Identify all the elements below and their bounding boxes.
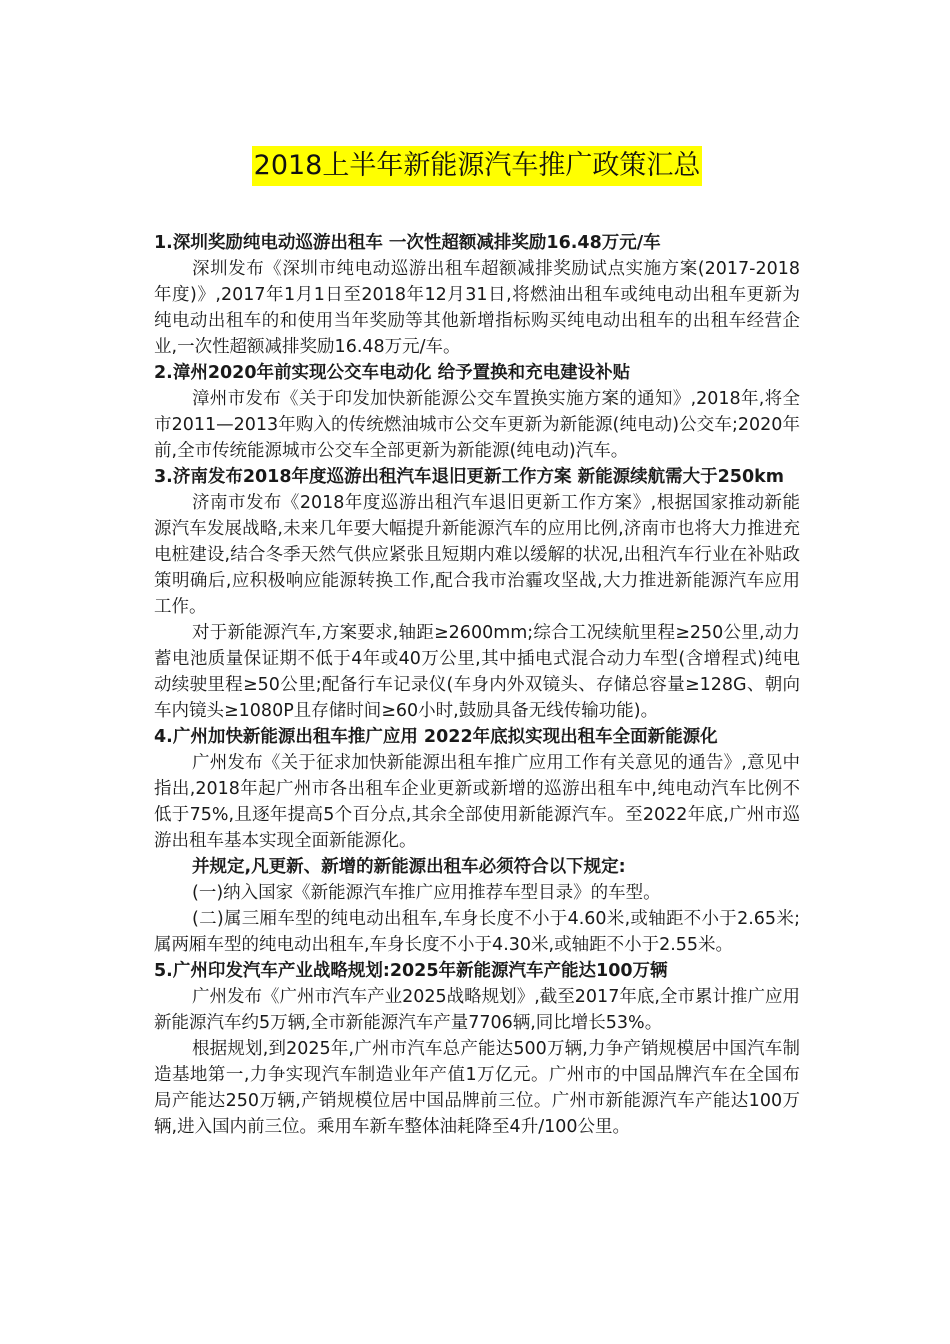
title-wrapper bbox=[154, 128, 800, 204]
section-paragraph-bold: 并规定,凡更新、新增的新能源出租车必须符合以下规定: bbox=[192, 857, 626, 878]
section-4 bbox=[154, 724, 800, 958]
section-5 bbox=[154, 958, 800, 1140]
section-paragraph: 根据规划,到2025年,广州市汽车总产能达500万辆,力争产销规模居中国汽车制造基地第一,力争实现汽车制造业年产值1万亿元。广州市的中国品牌汽车在全国布局产能达250万辆,产销规模位居中国品牌前三位。广州市新能源汽车产能达100万辆,进入国内前三位。乘用车新车整体油耗降至4升/100公里。 bbox=[154, 1039, 800, 1138]
section-heading: 5.广州印发汽车产业战略规划:2025年新能源汽车产能达100万辆 bbox=[154, 961, 668, 982]
section-heading: 3.济南发布2018年度巡游出租汽车退旧更新工作方案 新能源续航需大于250km bbox=[154, 467, 785, 488]
section-paragraph: 深圳发布《深圳市纯电动巡游出租车超额减排奖励试点实施方案(2017-2018年度)》,2017年1月1日至2018年12月31日,将燃油出租车或纯电动出租车更新为纯电动出租车的和使用当年奖励等其他新增指标购买纯电动出租车的出租车经营企业,一次性超额减排奖励16.48万元/车。 bbox=[154, 259, 800, 358]
section-1 bbox=[154, 230, 800, 360]
section-paragraph: 对于新能源汽车,方案要求,轴距≥2600mm;综合工况续航里程≥250公里,动力蓄电池质量保证期不低于4年或40万公里,其中插电式混合动力车型(含增程式)纯电动续驶里程≥50公里;配备行车记录仪(车身内外双镜头、存储总容量≥128G、朝向车内镜头≥1080P且存储时间≥60小时,鼓励具备无线传输功能)。 bbox=[154, 623, 800, 722]
section-paragraph: 广州发布《广州市汽车产业2025战略规划》,截至2017年底,全市累计推广应用新能源汽车约5万辆,全市新能源汽车产量7706辆,同比增长53%。 bbox=[154, 987, 800, 1034]
section-paragraph: 济南市发布《2018年度巡游出租汽车退旧更新工作方案》,根据国家推动新能源汽车发展战略,未来几年要大幅提升新能源汽车的应用比例,济南市也将大力推进充电桩建设,结合冬季天然气供应紧张且短期内难以缓解的状况,出租汽车行业在补贴政策明确后,应积极响应能源转换工作,配合我市治霾攻坚战,大力推进新能源汽车应用工作。 bbox=[154, 493, 800, 618]
section-paragraph: (二)属三厢车型的纯电动出租车,车身长度不小于4.60米,或轴距不小于2.65米;属两厢车型的纯电动出租车,车身长度不小于4.30米,或轴距不小于2.55米。 bbox=[154, 909, 800, 956]
document-page bbox=[154, 128, 800, 1140]
document-title: 2018上半年新能源汽车推广政策汇总 bbox=[252, 146, 703, 186]
section-paragraph: (一)纳入国家《新能源汽车推广应用推荐车型目录》的车型。 bbox=[192, 883, 661, 904]
section-heading: 4.广州加快新能源出租车推广应用 2022年底拟实现出租车全面新能源化 bbox=[154, 727, 718, 748]
section-2 bbox=[154, 360, 800, 464]
section-paragraph: 广州发布《关于征求加快新能源出租车推广应用工作有关意见的通告》,意见中指出,2018年起广州市各出租车企业更新或新增的巡游出租车中,纯电动汽车比例不低于75%,且逐年提高5个百分点,其余全部使用新能源汽车。至2022年底,广州市巡游出租车基本实现全面新能源化。 bbox=[154, 753, 800, 852]
section-heading: 2.漳州2020年前实现公交车电动化 给予置换和充电建设补贴 bbox=[154, 363, 631, 384]
section-3 bbox=[154, 464, 800, 724]
section-heading: 1.深圳奖励纯电动巡游出租车 一次性超额减排奖励16.48万元/车 bbox=[154, 233, 661, 254]
section-paragraph: 漳州市发布《关于印发加快新能源公交车置换实施方案的通知》,2018年,将全市2011—2013年购入的传统燃油城市公交车更新为新能源(纯电动)公交车;2020年前,全市传统能源城市公交车全部更新为新能源(纯电动)汽车。 bbox=[154, 389, 800, 462]
